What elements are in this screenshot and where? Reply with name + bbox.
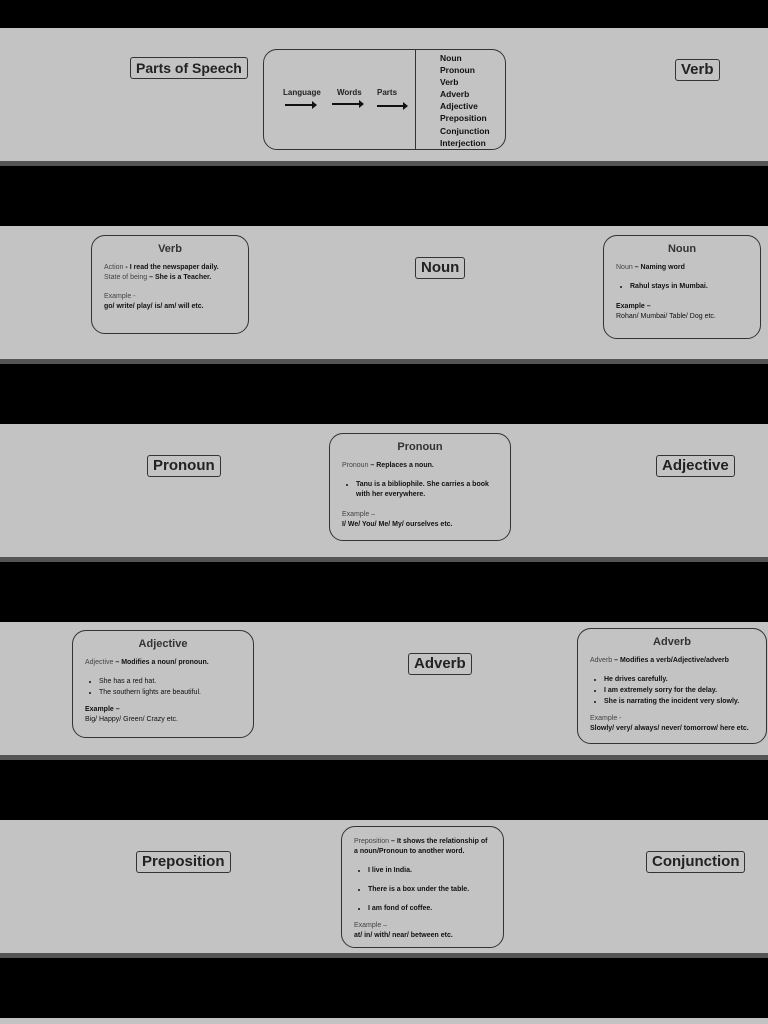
- flow-parts: Parts: [377, 88, 398, 97]
- list-item: Verb: [440, 77, 459, 88]
- list-item: Interjection: [440, 137, 486, 148]
- list-item: Adverb: [440, 89, 470, 100]
- arrow-icon: [377, 105, 404, 107]
- noun-bullets: [616, 282, 748, 292]
- preposition-tag: Preposition: [136, 851, 231, 873]
- list-item: Pronoun: [440, 65, 475, 76]
- noun-definition: Noun – Naming word: [616, 264, 685, 271]
- parts-of-speech-tag: Parts of Speech: [130, 57, 248, 79]
- list-item: • There is a box under the table.: [368, 885, 491, 895]
- adverb-bullets: [590, 675, 754, 707]
- adjective-card: [72, 630, 254, 738]
- list-item: • Rahul stays in Mumbai.: [630, 282, 748, 292]
- list-item: • She has a red hat.: [99, 677, 241, 687]
- slide-verb-noun: [0, 226, 768, 364]
- parts-diagram: [263, 49, 506, 150]
- list-item: • I am extremely sorry for the delay.: [604, 686, 754, 696]
- example-label: Example –: [616, 303, 651, 310]
- preposition-bullets: [354, 866, 491, 914]
- pronoun-bullets: [342, 480, 498, 500]
- arrow-icon: [332, 103, 360, 105]
- pronoun-card: [329, 433, 511, 541]
- example-text: go/ write/ play/ is/ am/ will etc.: [104, 303, 204, 310]
- example-text: I/ We/ You/ Me/ My/ ourselves etc.: [342, 521, 453, 528]
- card-title: Verb: [158, 243, 182, 255]
- list-item: Preposition: [440, 113, 487, 124]
- preposition-definition: Preposition – It shows the relationship of a noun/Pronoun to another word.: [354, 838, 488, 855]
- example-label: Example -: [104, 293, 136, 300]
- slide-preposition-conjunction: [0, 820, 768, 958]
- verb-tag: Verb: [675, 59, 720, 81]
- adjective-tag: Adjective: [656, 455, 735, 477]
- adverb-tag: Adverb: [408, 653, 472, 675]
- list-item: • I am fond of coffee.: [368, 904, 491, 914]
- verb-state: State of being – She is a Teacher.: [104, 274, 212, 281]
- list-item: • I live in India.: [368, 866, 491, 876]
- example-label: Example –: [85, 706, 120, 713]
- list-item: • He drives carefully.: [604, 675, 754, 685]
- slide-pronoun-adjective: [0, 424, 768, 562]
- next-slide-edge: [0, 1018, 768, 1024]
- pronoun-definition: Pronoun – Replaces a noun.: [342, 462, 434, 469]
- list-item: • Tanu is a bibliophile. She carries a book with her everywhere.: [356, 480, 498, 500]
- verb-action: Action - I read the newspaper daily.: [104, 264, 219, 271]
- adjective-definition: Adjective – Modifies a noun/ pronoun.: [85, 659, 209, 666]
- noun-tag: Noun: [415, 257, 465, 279]
- flow-words: Words: [337, 88, 362, 97]
- conjunction-tag: Conjunction: [646, 851, 745, 873]
- card-title: Adverb: [653, 636, 691, 648]
- example-label: Example -: [590, 715, 622, 722]
- card-title: Pronoun: [397, 441, 443, 453]
- list-item: Conjunction: [440, 125, 490, 136]
- preposition-card: [341, 826, 504, 948]
- list-item: Noun: [440, 53, 462, 63]
- arrow-icon: [285, 104, 313, 106]
- pronoun-tag: Pronoun: [147, 455, 221, 477]
- parts-list: [440, 52, 490, 149]
- adjective-bullets: [85, 677, 241, 698]
- slide-parts-of-speech: [0, 28, 768, 166]
- adverb-card: [577, 628, 767, 744]
- slide-adjective-adverb: [0, 622, 768, 760]
- card-title: Adjective: [138, 638, 188, 650]
- adverb-definition: Adverb – Modifies a verb/Adjective/adverb: [590, 657, 729, 664]
- list-item: Adjective: [440, 101, 478, 112]
- diagram-divider: [415, 50, 416, 149]
- example-text: at/ in/ with/ near/ between etc.: [354, 932, 453, 939]
- flow-language: Language: [283, 88, 321, 97]
- list-item: • The southern lights are beautiful.: [99, 688, 241, 698]
- example-text: Rohan/ Mumbai/ Table/ Dog etc.: [616, 313, 716, 320]
- example-label: Example –: [354, 922, 388, 929]
- example-text: Slowly/ very/ always/ never/ tomorrow/ here etc.: [590, 725, 749, 732]
- noun-card: [603, 235, 761, 339]
- card-title: Noun: [667, 243, 697, 255]
- verb-card: [91, 235, 249, 334]
- example-label: Example –: [342, 511, 376, 518]
- example-text: Big/ Happy/ Green/ Crazy etc.: [85, 716, 178, 723]
- list-item: • She is narrating the incident very slowly.: [604, 697, 754, 707]
